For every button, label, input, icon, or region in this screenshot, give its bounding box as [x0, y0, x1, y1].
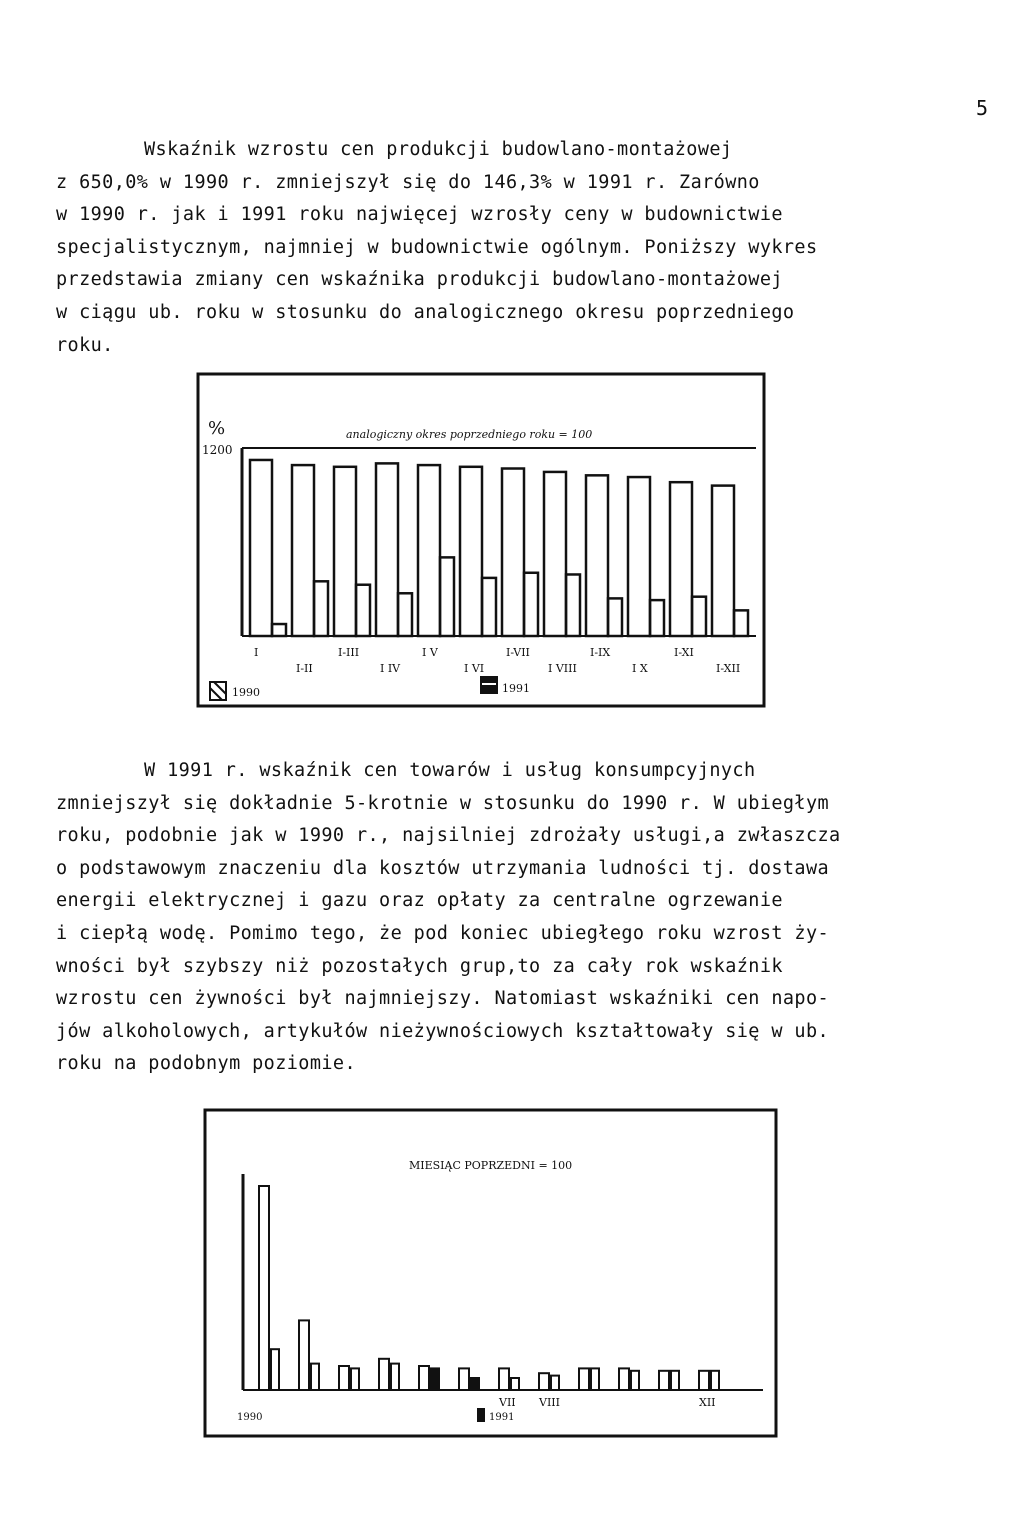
bar-1990 — [339, 1366, 349, 1390]
bar-1991 — [692, 597, 706, 636]
bar-1990 — [292, 465, 314, 636]
bar-1990 — [544, 472, 566, 636]
bar-1991 — [711, 1371, 719, 1390]
bar-1991 — [271, 1349, 279, 1390]
chart-2-bars — [259, 1186, 719, 1390]
bar-1991 — [650, 600, 664, 636]
text-line: Wskaźnik wzrostu cen produkcji budowlano-montażowej — [144, 139, 733, 160]
text-line: o podstawowym znaczeniu dla kosztów utrzymania ludności tj. dostawa — [56, 857, 830, 879]
bar-1990 — [460, 467, 482, 636]
text-line: roku na podobnym poziomie. — [56, 1053, 356, 1075]
bar-1991 — [608, 598, 622, 636]
bar-1991 — [551, 1376, 559, 1390]
bar-1991 — [356, 585, 370, 636]
bar-1991 — [511, 1378, 519, 1390]
bar-1991 — [671, 1371, 679, 1390]
text-line: W 1991 r. wskaźnik cen towarów i usług konsumpcyjnych — [144, 760, 756, 781]
chart-1-ytick-label: 1200 — [202, 443, 233, 457]
bar-1990 — [712, 486, 734, 636]
bar-1990 — [419, 1366, 429, 1390]
chart-1-unit: % — [208, 418, 226, 439]
page-number: 5 — [976, 96, 989, 120]
bar-1990 — [459, 1368, 469, 1390]
chart-1-title: analogiczny okres poprzedniego roku = 100 — [346, 428, 593, 441]
bar-1990 — [628, 477, 650, 636]
bar-1990 — [579, 1368, 589, 1390]
category-label: I-IX — [590, 646, 611, 659]
bar-1990 — [376, 463, 398, 636]
legend-swatch-1991 — [477, 1408, 485, 1422]
bar-1990 — [670, 482, 692, 636]
bar-1991 — [314, 581, 328, 636]
bar-1991 — [631, 1371, 639, 1390]
bar-1991 — [440, 557, 454, 636]
text-line: w 1990 r. jak i 1991 roku najwięcej wzrosły ceny w budownictwie — [56, 204, 783, 226]
chart-1-bars — [250, 460, 748, 636]
bar-1991 — [311, 1364, 319, 1390]
text-line: roku, podobnie jak w 1990 r., najsilniej zdrożały usługi,a zwłaszcza — [56, 825, 841, 847]
category-label: I-XII — [716, 662, 741, 675]
chart-1-figure — [196, 372, 766, 708]
text-line: i ciepłą wodę. Pomimo tego, że pod koniec ubiegłego roku wzrost ży- — [56, 922, 830, 944]
text-line: zmniejszył się dokładnie 5-krotnie w stosunku do 1990 r. W ubiegłym — [56, 792, 830, 814]
text-line: energii elektrycznej i gazu oraz opłaty za centralne ogrzewanie — [56, 890, 783, 912]
category-label: VII — [499, 1396, 516, 1409]
bar-1990 — [586, 475, 608, 636]
category-label: I IV — [380, 662, 401, 675]
text-line: wzrostu cen żywności był najmniejszy. Natomiast wskaźniki cen napo- — [56, 988, 830, 1010]
bar-1990 — [539, 1373, 549, 1390]
chart-1-svg — [196, 372, 766, 708]
chart-2-category-labels — [498, 1396, 716, 1409]
chart-2-figure — [203, 1108, 778, 1438]
chart-1-category-labels — [254, 646, 740, 675]
bar-1991 — [272, 624, 286, 636]
paragraph-2 — [56, 755, 956, 1081]
bar-1990 — [499, 1368, 509, 1390]
bar-1990 — [250, 460, 272, 636]
bar-1991 — [431, 1368, 439, 1390]
bar-1990 — [502, 469, 524, 636]
category-label: I-XI — [674, 646, 694, 659]
category-label: I V — [422, 646, 438, 659]
category-label: I VI — [464, 662, 485, 675]
bar-1991 — [734, 610, 748, 636]
bar-1990 — [334, 467, 356, 636]
category-label: I-III — [338, 646, 360, 659]
bar-1990 — [259, 1186, 269, 1390]
bar-1991 — [391, 1364, 399, 1390]
chart-2-svg — [203, 1108, 778, 1438]
chart-2-title: MIESIĄC POPRZEDNI = 100 — [409, 1159, 573, 1172]
bar-1990 — [299, 1320, 309, 1390]
category-label: I VIII — [548, 662, 577, 675]
category-label: I-II — [296, 662, 313, 675]
bar-1990 — [418, 465, 440, 636]
legend-label-1991: 1991 — [502, 682, 530, 695]
text-line: z 650,0% w 1990 r. zmniejszył się do 146,3% w 1991 r. Zarówno — [56, 171, 760, 193]
text-line: przedstawia zmiany cen wskaźnika produkcji budowlano-montażowej — [56, 269, 783, 291]
text-line: w ciągu ub. roku w stosunku do analogicznego okresu poprzedniego — [56, 301, 795, 323]
bar-1990 — [659, 1371, 669, 1390]
text-line: specjalistycznym, najmniej w budownictwie ogólnym. Poniższy wykres — [56, 236, 818, 258]
bar-1991 — [471, 1378, 479, 1390]
legend-label-1991: 1991 — [489, 1412, 515, 1423]
bar-1990 — [699, 1371, 709, 1390]
bar-1991 — [351, 1368, 359, 1390]
legend-label-1990: 1990 — [237, 1412, 263, 1423]
legend-label-1990: 1990 — [232, 686, 260, 699]
category-label: VIII — [539, 1396, 560, 1409]
bar-1990 — [619, 1368, 629, 1390]
legend-swatch-1990-hatch — [214, 682, 226, 694]
category-label: I X — [632, 662, 648, 675]
bar-1990 — [379, 1359, 389, 1390]
paragraph-1 — [56, 134, 956, 362]
bar-1991 — [591, 1368, 599, 1390]
category-label: I-VII — [506, 646, 530, 659]
category-label: I — [254, 646, 259, 659]
legend-swatch-1990-hatch — [210, 688, 222, 700]
text-line: wności był szybszy niż pozostałych grup,to za cały rok wskaźnik — [56, 955, 783, 977]
category-label: XII — [699, 1396, 716, 1409]
text-line: jów alkoholowych, artykułów nieżywnościowych kształtowały się w ub. — [56, 1020, 830, 1042]
bar-1991 — [566, 574, 580, 636]
bar-1991 — [398, 593, 412, 636]
bar-1991 — [524, 573, 538, 636]
bar-1991 — [482, 578, 496, 636]
text-line: roku. — [56, 334, 114, 356]
